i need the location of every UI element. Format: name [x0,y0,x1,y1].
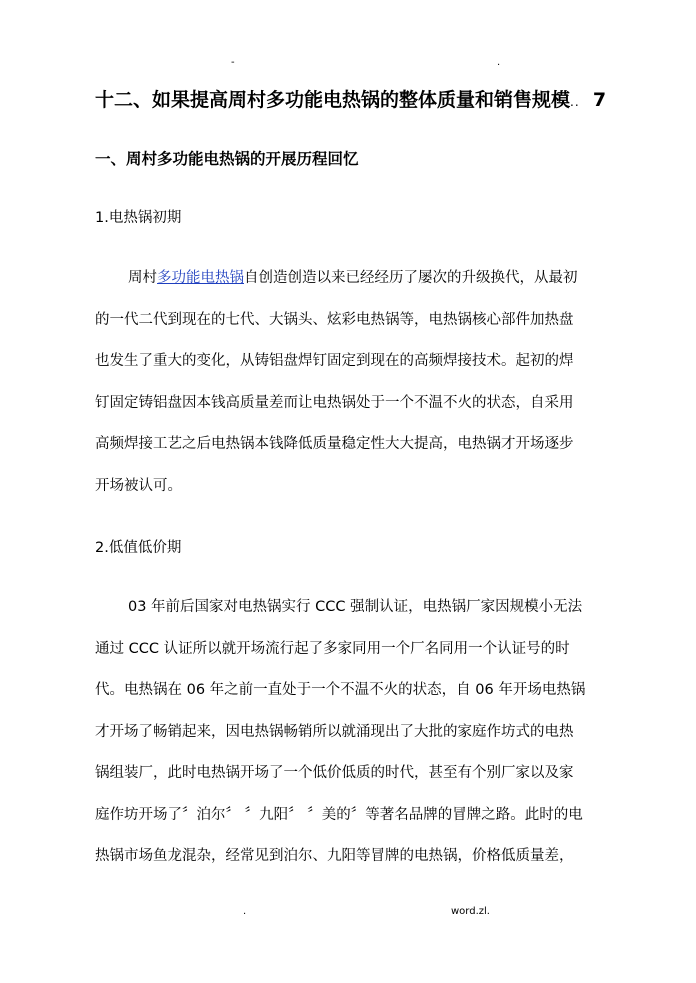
product-link[interactable]: 多功能电热锅 [157,270,244,286]
paragraph-line: 钉固定铸铝盘因本钱高质量差而让电热锅处于一个不温不火的状态，自采用 [95,394,574,411]
toc-leader-dots: .. [570,95,580,109]
paragraph-1 [95,267,635,516]
header-mark-left: - [231,57,235,68]
paragraph-line: 也发生了重大的变化，从铸铝盘焊钉固定到现在的高频焊接技术。起初的焊 [95,353,574,369]
text-run: 自创造创造以来已经经历了屡次的升级换代，从最初 [244,270,578,286]
header-mark-right: . [497,57,501,68]
text-run: 周村 [128,270,157,286]
paragraph-2 [95,596,635,887]
subsection-heading-2: 2.低值低价期 [95,540,182,556]
subsection-heading-1: 1.电热锅初期 [95,210,182,226]
paragraph-line: 锅组装厂，此时电热锅开场了一个低价低质的时代，甚至有个别厂家以及家 [95,765,574,781]
toc-page-number: 7 [592,89,607,111]
toc-entry[interactable] [95,86,655,116]
footer-text: word.zl. [451,906,490,917]
paragraph-line [95,267,635,309]
paragraph-line: 才开场了畅销起来，因电热锅畅销所以就涌现出了大批的家庭作坊式的电热 [95,723,574,740]
paragraph-line: 通过 CCC 认证所以就开场流行起了多家同用一个厂名同用一个认证号的时 [95,640,570,657]
toc-entry-text: 十二、如果提高周村多功能电热锅的整体质量和销售规模 [95,89,571,111]
paragraph-line: 开场被认可。 [95,477,182,494]
paragraph-line: 庭作坊开场了〞泊尔〞 〞九阳〞 〞美的〞等著名品牌的冒牌之路。此时的电 [95,806,583,823]
paragraph-line: 代。电热锅在 06 年之前一直处于一个不温不火的状态，自 06 年开场电热锅 [95,682,586,698]
footer-mark-left: . [243,906,247,917]
paragraph-line: 03 年前后国家对电热锅实行 CCC 强制认证，电热锅厂家因规模小无法 [128,599,583,615]
paragraph-line: 高频焊接工艺之后电热锅本钱降低质量稳定性大大提高，电热锅才开场逐步 [95,436,574,452]
section-heading: 一、周村多功能电热锅的开展历程回忆 [95,150,359,168]
paragraph-line: 的一代二代到现在的七代、大锅头、炫彩电热锅等，电热锅核心部件加热盘 [95,311,574,328]
paragraph-line: 热锅市场鱼龙混杂，经常见到泊尔、九阳等冒牌的电热锅，价格低质量差， [95,848,574,864]
